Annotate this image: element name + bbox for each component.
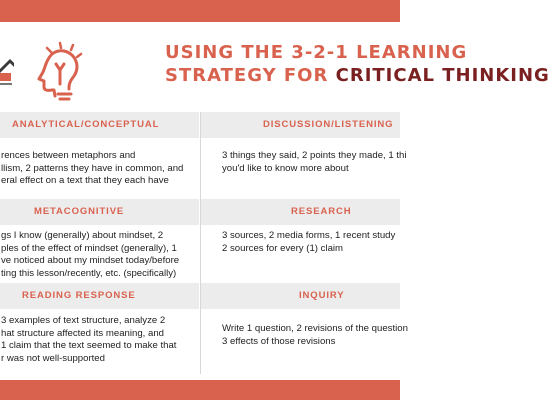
house-logo-icon	[0, 55, 14, 91]
text-line: hat structure affected its meaning, and	[1, 327, 165, 339]
text-discussion-listening	[222, 150, 407, 175]
text-line: 3 examples of text structure, analyze 2	[1, 315, 166, 326]
text-line: eral effect on a text that they each have	[1, 175, 169, 187]
text-inquiry	[222, 323, 408, 348]
heading-reading-response: READING RESPONSE	[22, 290, 136, 301]
page-title	[165, 41, 550, 87]
header-research	[201, 199, 400, 225]
text-line: llism, 2 patterns they have in common, and	[1, 162, 184, 174]
text-line: ve noticed about my mindset today/before	[1, 255, 180, 267]
column-divider	[200, 112, 201, 374]
title-line-2	[165, 64, 550, 87]
text-line: you'd like to know more about	[222, 162, 349, 174]
text-line: rences between metaphors and	[1, 150, 136, 161]
lightbulb-head-icon	[24, 42, 84, 104]
header-discussion-listening	[201, 112, 400, 138]
text-research	[222, 230, 395, 255]
text-metacognitive	[1, 230, 179, 280]
heading-metacognitive: METACOGNITIVE	[34, 206, 125, 217]
text-line: 3 things they said, 2 points they made, 1 thi	[222, 150, 407, 161]
strategy-table	[0, 112, 408, 374]
text-line: 2 sources for every (1) claim	[222, 242, 344, 254]
title-line-2-prefix: STRATEGY FOR	[165, 65, 336, 86]
text-line: 1 claim that the text seemed to make that	[1, 340, 177, 352]
text-analytical-conceptual	[1, 150, 183, 188]
header-metacognitive	[0, 199, 199, 225]
title-line-2-emphasis: CRITICAL THINKING	[335, 65, 550, 86]
heading-discussion-listening: DISCUSSION/LISTENING	[263, 119, 394, 130]
heading-research: RESEARCH	[291, 206, 352, 217]
title-line-1: USING THE 3-2-1 LEARNING	[165, 42, 468, 63]
text-line: 3 sources, 2 media forms, 1 recent study	[222, 230, 396, 241]
header-reading-response	[0, 283, 199, 309]
text-line: ples of the effect of mindset (generally), 1	[1, 242, 177, 254]
text-line: r was not well-supported	[1, 352, 105, 364]
header-analytical-conceptual	[0, 112, 199, 138]
bottom-accent-bar	[0, 380, 400, 400]
text-line: ting this lesson/recently, etc. (specifically)	[1, 267, 177, 279]
heading-analytical-conceptual: ANALYTICAL/CONCEPTUAL	[12, 119, 160, 130]
text-line: gs I know (generally) about mindset, 2	[1, 230, 164, 241]
top-accent-bar	[0, 0, 400, 22]
text-line: Write 1 question, 2 revisions of the question	[222, 323, 408, 334]
text-reading-response	[1, 315, 176, 365]
text-line: 3 effects of those revisions	[222, 335, 336, 347]
heading-inquiry: INQUIRY	[299, 290, 345, 301]
header-inquiry	[201, 283, 400, 309]
